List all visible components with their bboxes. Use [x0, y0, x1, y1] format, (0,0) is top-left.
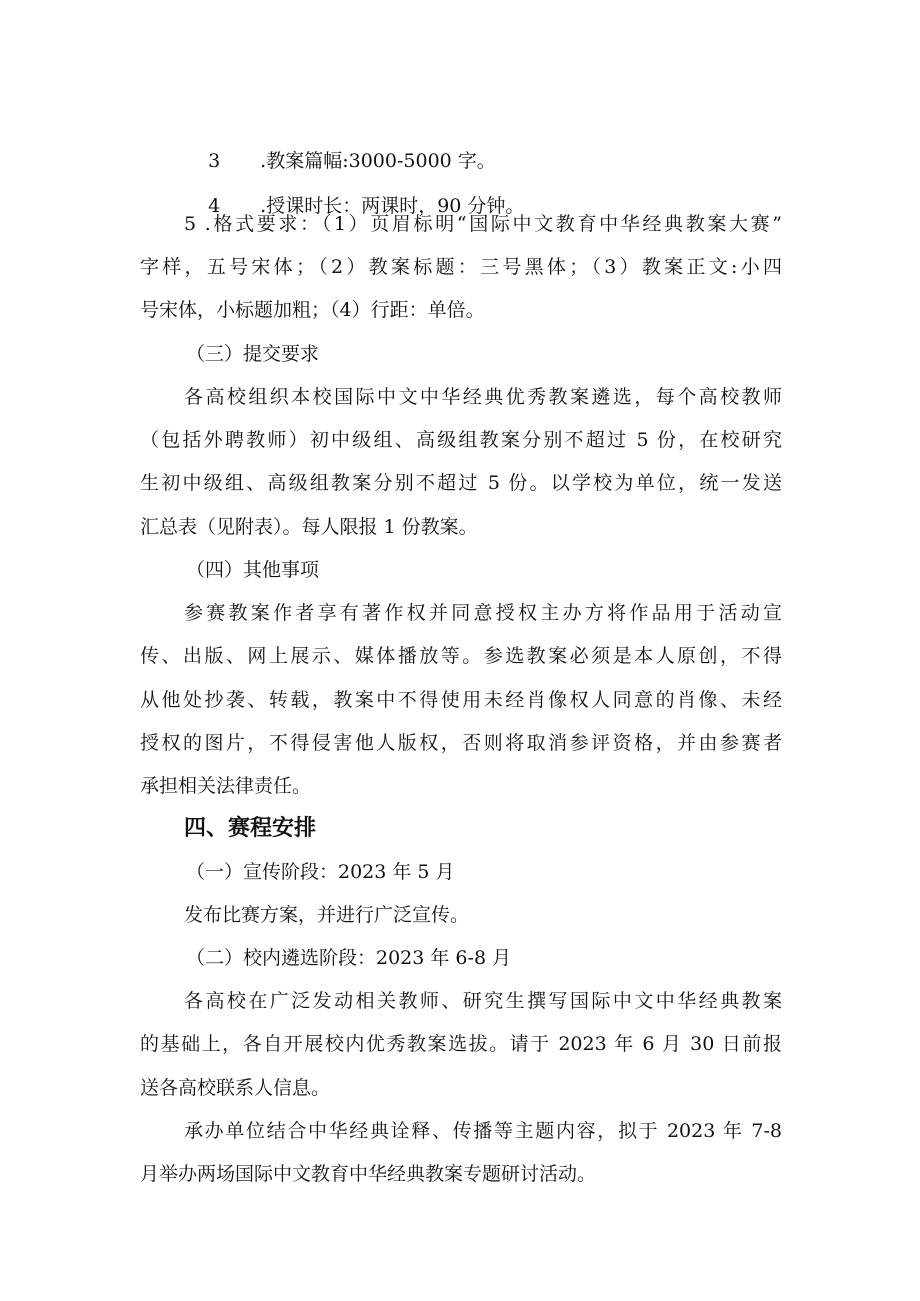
item-4-text: .授课时长：两课时，90 分钟。	[260, 195, 525, 217]
section-4-line-4: 授权的图片，不得侵害他人版权，否则将取消参评资格，并由参赛者	[140, 732, 782, 754]
stage-2-heading: （二）校内遴选阶段：2023 年 6-8 月	[186, 947, 512, 969]
item-3-text: .教案篇幅:3000-5000 字。	[260, 150, 496, 172]
item-3-number: 3	[208, 150, 221, 172]
section-3-line-1: 各高校组织本校国际中文中华经典优秀教案遴选，每个高校教师	[184, 386, 782, 408]
section-4-line-3: 从他处抄袭、转载，教案中不得使用未经肖像权人同意的肖像、未经	[140, 689, 782, 711]
section-4-heading: （四）其他事项	[186, 559, 320, 581]
section-3-heading: （三）提交要求	[186, 343, 320, 365]
section-4-line-5: 承担相关法律责任。	[140, 775, 312, 797]
section-3-line-3: 生初中级组、高级组教案分别不超过 5 份。以学校为单位，统一发送	[140, 472, 782, 494]
section-4-line-2: 传、出版、网上展示、媒体播放等。参选教案必须是本人原创，不得	[140, 645, 782, 667]
section-3-line-4: 汇总表（见附表）。每人限报 1 份教案。	[140, 516, 478, 538]
item-5-line-3: 号宋体，小标题加粗；（4）行距：单倍。	[140, 299, 485, 321]
item-5-line-2: 字样，五号宋体；（2）教案标题：三号黑体；（3）教案正文:小四	[140, 256, 782, 278]
stage-2-p2-line-2: 月举办两场国际中文教育中华经典教案专题研讨活动。	[140, 1163, 597, 1185]
part-4-heading: 四、赛程安排	[184, 816, 317, 841]
section-3-line-2: （包括外聘教师）初中级组、高级组教案分别不超过 5 份，在校研究	[140, 429, 782, 451]
stage-2-p1-line-3: 送各高校联系人信息。	[140, 1077, 331, 1099]
stage-1-text: 发布比赛方案，并进行广泛宣传。	[184, 904, 470, 926]
stage-2-p2-line-1: 承办单位结合中华经典诠释、传播等主题内容，拟于 2023 年 7-8	[184, 1120, 782, 1142]
item-5-line-1: 5 .格式要求：（1）页眉标明“国际中文教育中华经典教案大赛”	[184, 213, 782, 235]
stage-2-p1-line-2: 的基础上，各自开展校内优秀教案选拔。请于 2023 年 6 月 30 日前报	[140, 1033, 782, 1055]
stage-1-heading: （一）宣传阶段：2023 年 5 月	[186, 861, 455, 883]
item-4-number: 4	[208, 195, 221, 217]
stage-2-p1-line-1: 各高校在广泛发动相关教师、研究生撰写国际中文中华经典教案	[184, 990, 782, 1012]
section-4-line-1: 参赛教案作者享有著作权并同意授权主办方将作品用于活动宣	[184, 602, 782, 624]
